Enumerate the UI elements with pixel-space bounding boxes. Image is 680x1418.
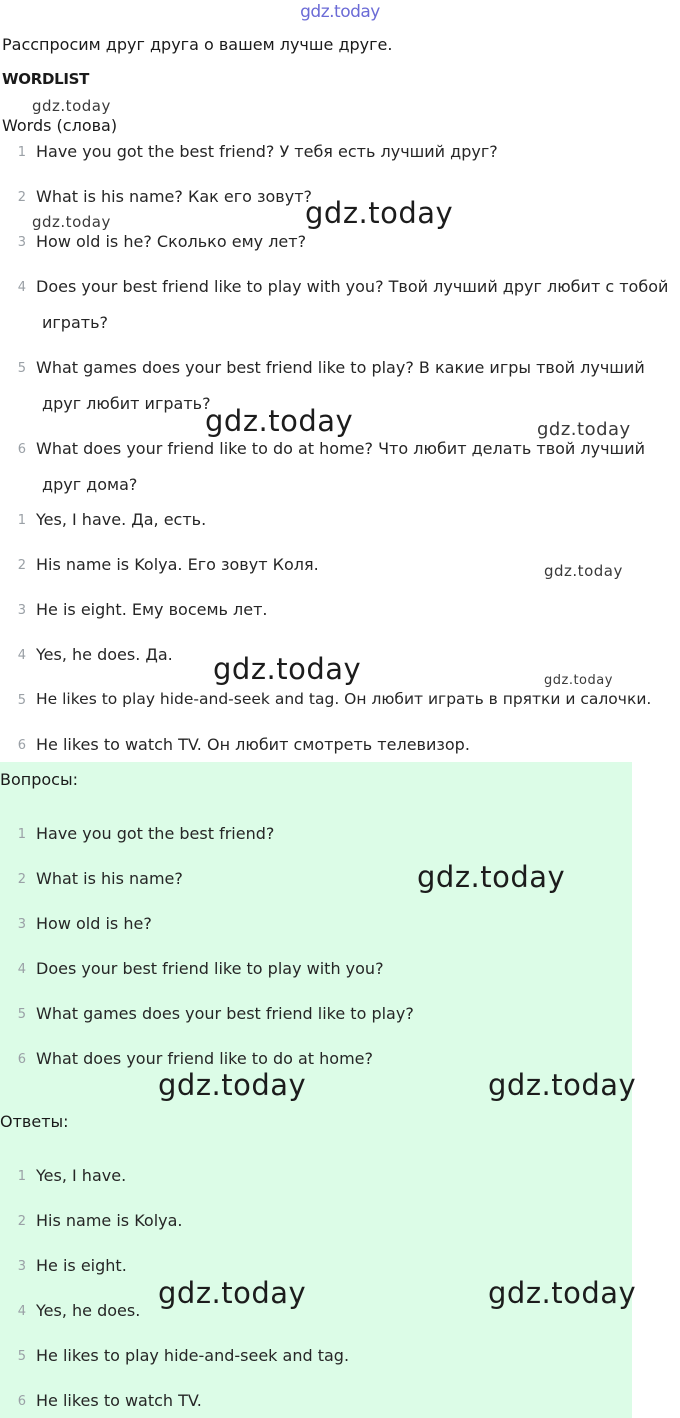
watermark: gdz.today — [213, 652, 362, 686]
question-item: How old is he? — [36, 914, 152, 933]
watermark: gdz.today — [488, 1068, 637, 1102]
question-number: 6 — [17, 1052, 26, 1067]
watermark: gdz.today — [32, 97, 111, 115]
wordlist-line: What games does your best friend like to play? В какие игры твой лучший — [36, 358, 645, 377]
answer-number: 4 — [17, 1304, 26, 1319]
site-logo[interactable]: gdz.today — [300, 2, 380, 22]
wordlist-line: How old is he? Сколько ему лет? — [36, 232, 307, 251]
answer-number: 3 — [17, 1259, 26, 1274]
watermark: gdz.today — [544, 562, 623, 580]
wordlist-number: 2 — [17, 558, 26, 573]
wordlist-number: 5 — [17, 693, 26, 708]
question-item: Does your best friend like to play with you? — [36, 959, 384, 978]
question-number: 3 — [17, 917, 26, 932]
questions-label: Вопросы: — [0, 770, 78, 789]
answer-item: His name is Kolya. — [36, 1211, 183, 1230]
watermark: gdz.today — [158, 1068, 307, 1102]
wordlist-number: 6 — [17, 442, 26, 457]
wordlist-line: He is eight. Ему восемь лет. — [36, 600, 268, 619]
watermark: gdz.today — [488, 1276, 637, 1310]
answer-number: 1 — [17, 1169, 26, 1184]
wordlist-number: 4 — [17, 280, 26, 295]
wordlist-heading: WORDLIST — [2, 70, 90, 88]
answer-number: 5 — [17, 1349, 26, 1364]
wordlist-line: Does your best friend like to play with you? Твой лучший друг любит с тобой — [36, 277, 669, 296]
wordlist-number: 5 — [17, 361, 26, 376]
wordlist-number: 1 — [17, 145, 26, 160]
wordlist-line-continued: друг дома? — [42, 475, 138, 494]
watermark: gdz.today — [158, 1276, 307, 1310]
wordlist-line: Have you got the best friend? У тебя есть лучший друг? — [36, 142, 498, 161]
question-number: 2 — [17, 872, 26, 887]
wordlist-line-continued: играть? — [42, 313, 109, 332]
watermark: gdz.today — [537, 419, 631, 440]
watermark: gdz.today — [32, 213, 111, 231]
wordlist-line: What is his name? Как его зовут? — [36, 187, 312, 206]
watermark: gdz.today — [205, 404, 354, 438]
wordlist-number: 6 — [17, 738, 26, 753]
answer-number: 2 — [17, 1214, 26, 1229]
answer-item: Yes, he does. — [36, 1301, 141, 1320]
watermark: gdz.today — [305, 196, 454, 230]
question-number: 5 — [17, 1007, 26, 1022]
wordlist-line: His name is Kolya. Его зовут Коля. — [36, 555, 319, 574]
wordlist-line: He likes to play hide-and-seek and tag. Он любит играть в прятки и салочки. — [36, 690, 652, 708]
intro-text: Расспросим друг друга о вашем лучше друге. — [2, 35, 393, 54]
question-number: 4 — [17, 962, 26, 977]
answers-label: Ответы: — [0, 1112, 69, 1131]
answer-item: Yes, I have. — [36, 1166, 127, 1185]
watermark: gdz.today — [544, 673, 613, 688]
question-item: What is his name? — [36, 869, 183, 888]
answer-number: 6 — [17, 1394, 26, 1409]
wordlist-line: He likes to watch TV. Он любит смотреть телевизор. — [36, 735, 470, 754]
words-label: Words (слова) — [2, 116, 118, 135]
wordlist-number: 3 — [17, 603, 26, 618]
question-item: What does your friend like to do at home? — [36, 1049, 373, 1068]
question-item: Have you got the best friend? — [36, 824, 275, 843]
wordlist-number: 4 — [17, 648, 26, 663]
wordlist-number: 2 — [17, 190, 26, 205]
answer-item: He likes to play hide-and-seek and tag. — [36, 1346, 350, 1365]
question-item: What games does your best friend like to play? — [36, 1004, 414, 1023]
answer-item: He is eight. — [36, 1256, 127, 1275]
question-number: 1 — [17, 827, 26, 842]
wordlist-line: Yes, he does. Да. — [36, 645, 173, 664]
wordlist-number: 1 — [17, 513, 26, 528]
wordlist-line-continued: друг любит играть? — [42, 394, 211, 413]
wordlist-number: 3 — [17, 235, 26, 250]
answer-item: He likes to watch TV. — [36, 1391, 202, 1410]
wordlist-line: Yes, I have. Да, есть. — [36, 510, 207, 529]
watermark: gdz.today — [417, 860, 566, 894]
wordlist-line: What does your friend like to do at home? Что любит делать твой лучший — [36, 439, 645, 458]
